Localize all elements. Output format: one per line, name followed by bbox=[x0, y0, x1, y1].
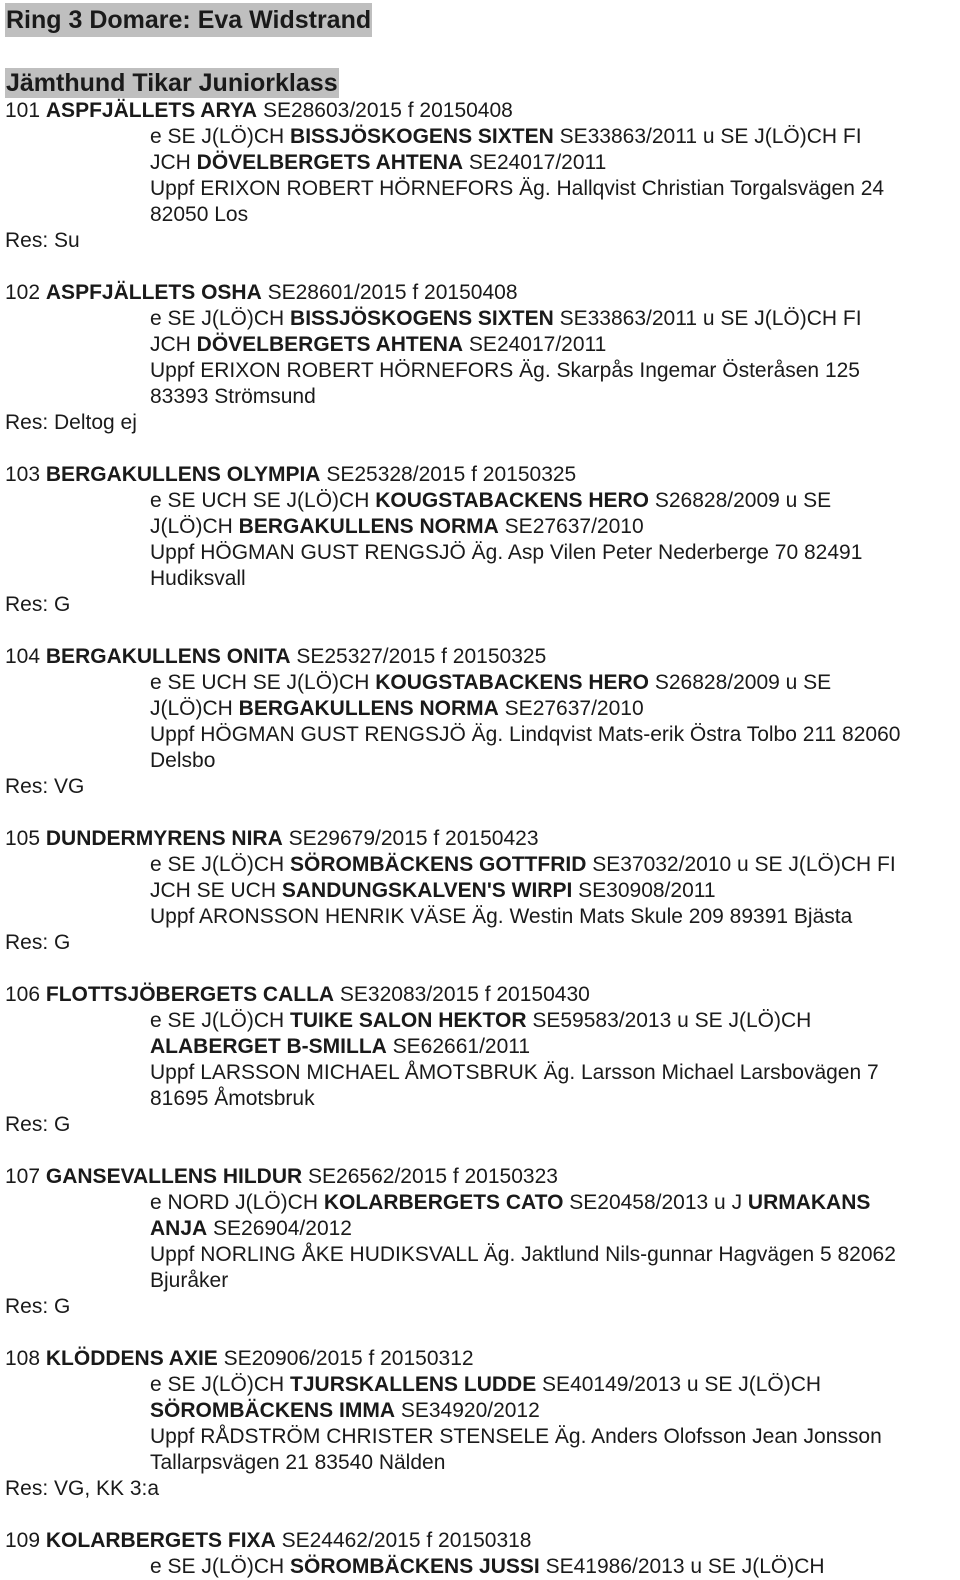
parents-line bbox=[5, 514, 960, 540]
registration-info: SE28601/2015 f 20150408 bbox=[267, 281, 518, 304]
parent-title: e SE UCH SE J(LÖ)CH bbox=[150, 489, 376, 512]
parents-line bbox=[5, 1216, 960, 1242]
parent-name: ANJA bbox=[150, 1217, 208, 1240]
result-text: Res: Su bbox=[5, 229, 80, 252]
parent-name: URMAKANS bbox=[747, 1191, 871, 1214]
parent-name: BERGAKULLENS NORMA bbox=[238, 515, 499, 538]
entry-headline bbox=[5, 982, 960, 1008]
class-header bbox=[5, 37, 960, 98]
dog-name: BERGAKULLENS ONITA bbox=[45, 645, 291, 668]
parents-line bbox=[5, 306, 960, 332]
parents-line bbox=[5, 1034, 960, 1060]
parents-line bbox=[5, 852, 960, 878]
parents-line bbox=[5, 1190, 960, 1216]
parent-title: S26828/2009 u SE bbox=[649, 489, 832, 512]
class-title: Jämthund Tikar Juniorklass bbox=[6, 69, 338, 97]
entry-headline bbox=[5, 1164, 960, 1190]
dog-name: FLOTTSJÖBERGETS CALLA bbox=[45, 983, 335, 1006]
parent-name: TUIKE SALON HEKTOR bbox=[290, 1009, 527, 1032]
parent-title: SE34920/2012 bbox=[395, 1399, 540, 1422]
breeder-owner-line: Uppf ERIXON ROBERT HÖRNEFORS Äg. Hallqvist Christian Torgalsvägen 24 bbox=[150, 177, 885, 200]
dog-entry bbox=[5, 280, 960, 436]
registration-info: SE25327/2015 f 20150325 bbox=[296, 645, 547, 668]
breeder-owner-line: Hudiksvall bbox=[150, 567, 246, 590]
entry-headline bbox=[5, 1346, 960, 1372]
parent-name: SÖROMBÄCKENS JUSSI bbox=[290, 1555, 540, 1578]
dog-name: KOLARBERGETS FIXA bbox=[45, 1529, 276, 1552]
parent-title: S26828/2009 u SE bbox=[649, 671, 832, 694]
parent-title: SE24017/2011 bbox=[463, 151, 607, 174]
parent-title: SE24017/2011 bbox=[463, 333, 607, 356]
parent-title: J(LÖ)CH bbox=[150, 515, 239, 538]
dog-name: ASPFJÄLLETS ARYA bbox=[45, 99, 258, 122]
dog-name: BERGAKULLENS OLYMPIA bbox=[45, 463, 321, 486]
ring-header bbox=[5, 0, 960, 37]
results-page bbox=[5, 0, 960, 1580]
ring-title: Ring 3 Domare: Eva Widstrand bbox=[5, 3, 372, 37]
result-text: Res: VG bbox=[5, 775, 85, 798]
parent-name: KOLARBERGETS CATO bbox=[323, 1191, 564, 1214]
result-text: Res: G bbox=[5, 593, 71, 616]
breeder-owner-line: Bjuråker bbox=[150, 1269, 229, 1292]
parent-title: JCH bbox=[150, 151, 197, 174]
parent-title: JCH bbox=[150, 333, 197, 356]
dog-name: DUNDERMYRENS NIRA bbox=[45, 827, 283, 850]
parent-name: DÖVELBERGETS AHTENA bbox=[196, 151, 464, 174]
dog-name: GANSEVALLENS HILDUR bbox=[45, 1165, 303, 1188]
parent-name: BISSJÖSKOGENS SIXTEN bbox=[290, 125, 554, 148]
parents-line bbox=[5, 696, 960, 722]
entry-headline bbox=[5, 826, 960, 852]
registration-info: SE20906/2015 f 20150312 bbox=[223, 1347, 474, 1370]
result-text: Res: G bbox=[5, 1113, 71, 1136]
parents-line bbox=[5, 332, 960, 358]
registration-info: SE32083/2015 f 20150430 bbox=[339, 983, 590, 1006]
entry-number: 101 bbox=[5, 99, 41, 122]
parent-name: DÖVELBERGETS AHTENA bbox=[196, 333, 464, 356]
parent-title: e SE J(LÖ)CH bbox=[150, 853, 291, 876]
registration-info: SE25328/2015 f 20150325 bbox=[326, 463, 577, 486]
parents-line bbox=[5, 150, 960, 176]
dog-entry bbox=[5, 1528, 960, 1580]
registration-info: SE26562/2015 f 20150323 bbox=[308, 1165, 558, 1188]
dog-entry bbox=[5, 826, 960, 956]
entry-number: 109 bbox=[5, 1529, 41, 1552]
parent-name: SÖROMBÄCKENS GOTTFRID bbox=[290, 853, 587, 876]
entry-number: 107 bbox=[5, 1165, 41, 1188]
entry-headline bbox=[5, 98, 960, 124]
breeder-owner-line: Delsbo bbox=[150, 749, 216, 772]
parents-line bbox=[5, 878, 960, 904]
parent-title: JCH SE UCH bbox=[150, 879, 282, 902]
parent-title: SE30908/2011 bbox=[572, 879, 716, 902]
entry-headline bbox=[5, 280, 960, 306]
parents-line bbox=[5, 488, 960, 514]
result-text: Res: G bbox=[5, 1295, 71, 1318]
breeder-owner-line: 82050 Los bbox=[150, 203, 249, 226]
parent-title: e SE J(LÖ)CH bbox=[150, 1373, 291, 1396]
breeder-owner-line: Uppf ARONSSON HENRIK VÄSE Äg. Westin Mats Skule 209 89391 Bjästa bbox=[150, 905, 853, 928]
result-text: Res: Deltog ej bbox=[5, 411, 137, 434]
entry-list bbox=[5, 98, 960, 1580]
registration-info: SE24462/2015 f 20150318 bbox=[281, 1529, 532, 1552]
parent-title: SE33863/2011 u SE J(LÖ)CH FI bbox=[553, 125, 862, 148]
parent-title: SE41986/2013 u SE J(LÖ)CH bbox=[539, 1555, 825, 1578]
breeder-owner-line: Uppf HÖGMAN GUST RENGSJÖ Äg. Asp Vilen Peter Nederberge 70 82491 bbox=[150, 541, 863, 564]
dog-entry bbox=[5, 98, 960, 254]
entry-number: 108 bbox=[5, 1347, 41, 1370]
breeder-owner-line: Uppf ERIXON ROBERT HÖRNEFORS Äg. Skarpås Ingemar Österåsen 125 bbox=[150, 359, 860, 382]
breeder-owner-line: Uppf RÅDSTRÖM CHRISTER STENSELE Äg. Anders Olofsson Jean Jonsson bbox=[150, 1425, 882, 1448]
parents-line bbox=[5, 1372, 960, 1398]
parent-title: SE62661/2011 bbox=[386, 1035, 531, 1058]
entry-number: 104 bbox=[5, 645, 41, 668]
entry-number: 103 bbox=[5, 463, 41, 486]
parents-line bbox=[5, 1554, 960, 1580]
parent-title: SE27637/2010 bbox=[498, 697, 644, 720]
breeder-owner-line: Uppf HÖGMAN GUST RENGSJÖ Äg. Lindqvist Mats-erik Östra Tolbo 211 82060 bbox=[150, 723, 901, 746]
parent-title: J(LÖ)CH bbox=[150, 697, 239, 720]
entry-headline bbox=[5, 462, 960, 488]
parent-title: e NORD J(LÖ)CH bbox=[150, 1191, 324, 1214]
dog-entry bbox=[5, 462, 960, 618]
parent-name: KOUGSTABACKENS HERO bbox=[375, 671, 650, 694]
dog-name: ASPFJÄLLETS OSHA bbox=[45, 281, 262, 304]
parent-title: SE40149/2013 u SE J(LÖ)CH bbox=[536, 1373, 822, 1396]
parents-line bbox=[5, 1398, 960, 1424]
breeder-owner-line: Uppf LARSSON MICHAEL ÅMOTSBRUK Äg. Larsson Michael Larsbovägen 7 bbox=[150, 1061, 879, 1084]
breeder-owner-line: 83393 Strömsund bbox=[150, 385, 316, 408]
entry-headline bbox=[5, 644, 960, 670]
result-text: Res: G bbox=[5, 931, 71, 954]
breeder-owner-line: Tallarpsvägen 21 83540 Nälden bbox=[150, 1451, 446, 1474]
dog-entry bbox=[5, 1346, 960, 1502]
breeder-owner-line: Uppf NORLING ÅKE HUDIKSVALL Äg. Jaktlund Nils-gunnar Hagvägen 5 82062 bbox=[150, 1243, 896, 1266]
parent-title: e SE J(LÖ)CH bbox=[150, 1009, 291, 1032]
parent-name: ALABERGET B-SMILLA bbox=[150, 1035, 387, 1058]
result-text: Res: VG, KK 3:a bbox=[5, 1477, 160, 1500]
parent-title: e SE J(LÖ)CH bbox=[150, 1555, 291, 1578]
parents-line bbox=[5, 1008, 960, 1034]
entry-number: 102 bbox=[5, 281, 41, 304]
entry-number: 105 bbox=[5, 827, 41, 850]
parent-title: SE37032/2010 u SE J(LÖ)CH FI bbox=[586, 853, 896, 876]
parents-line bbox=[5, 124, 960, 150]
registration-info: SE28603/2015 f 20150408 bbox=[262, 99, 513, 122]
parent-title: e SE J(LÖ)CH bbox=[150, 125, 291, 148]
dog-entry bbox=[5, 644, 960, 800]
parent-title: SE20458/2013 u J bbox=[563, 1191, 748, 1214]
registration-info: SE29679/2015 f 20150423 bbox=[288, 827, 539, 850]
dog-entry bbox=[5, 982, 960, 1138]
dog-entry bbox=[5, 1164, 960, 1320]
parent-name: BERGAKULLENS NORMA bbox=[238, 697, 499, 720]
parent-name: KOUGSTABACKENS HERO bbox=[375, 489, 650, 512]
parent-title: e SE UCH SE J(LÖ)CH bbox=[150, 671, 376, 694]
parent-title: SE33863/2011 u SE J(LÖ)CH FI bbox=[553, 307, 862, 330]
parent-name: BISSJÖSKOGENS SIXTEN bbox=[290, 307, 554, 330]
parent-name: SÖROMBÄCKENS IMMA bbox=[150, 1399, 395, 1422]
dog-name: KLÖDDENS AXIE bbox=[45, 1347, 218, 1370]
parent-name: SANDUNGSKALVEN'S WIRPI bbox=[281, 879, 573, 902]
parent-title: SE26904/2012 bbox=[207, 1217, 352, 1240]
entry-number: 106 bbox=[5, 983, 41, 1006]
parents-line bbox=[5, 670, 960, 696]
parent-name: TJURSKALLENS LUDDE bbox=[290, 1373, 537, 1396]
parent-title: e SE J(LÖ)CH bbox=[150, 307, 291, 330]
breeder-owner-line: 81695 Åmotsbruk bbox=[150, 1087, 315, 1110]
parent-title: SE59583/2013 u SE J(LÖ)CH bbox=[526, 1009, 812, 1032]
entry-headline bbox=[5, 1528, 960, 1554]
parent-title: SE27637/2010 bbox=[498, 515, 644, 538]
